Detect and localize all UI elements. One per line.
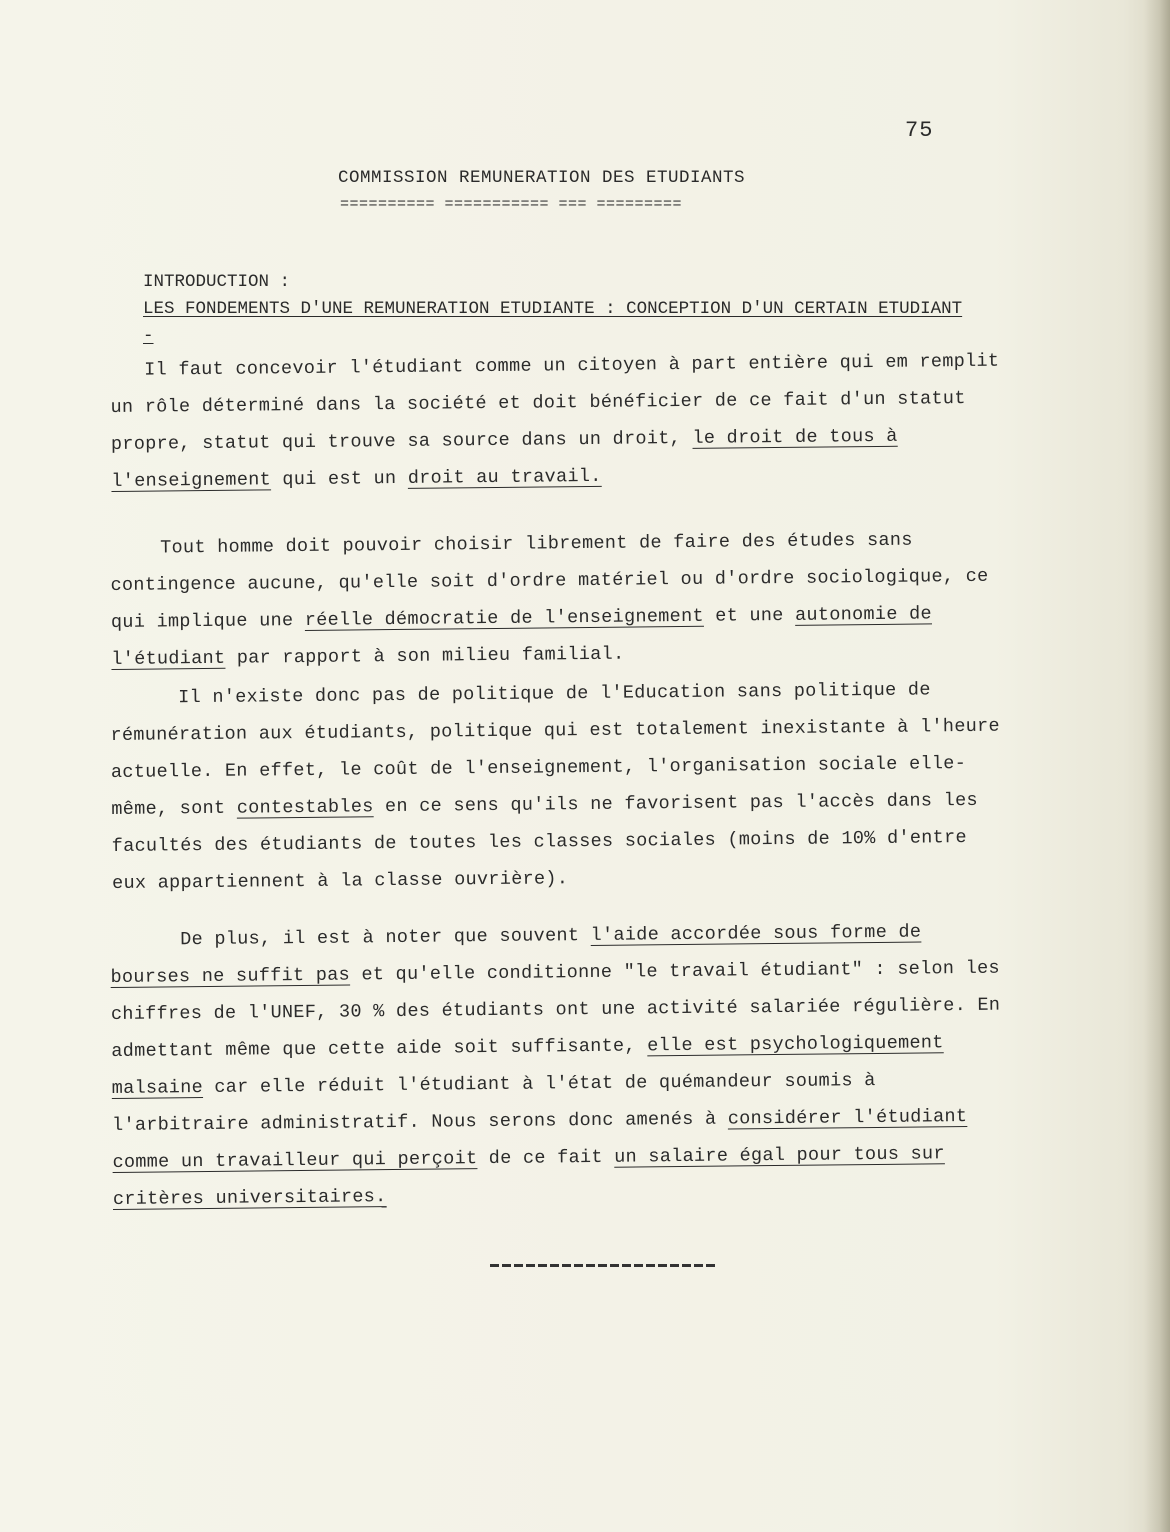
closing-rule <box>490 1264 718 1267</box>
paragraph-1-text-2: qui est un <box>270 467 408 491</box>
paragraph-4-text-3: car elle réduit l'étudiant à l'état de quémandeur soumis à l'arbitraire administratif. Nous serons donc amenés à <box>112 1069 876 1136</box>
paragraph-1 <box>110 343 1012 500</box>
section-label: INTRODUCTION : <box>143 272 291 292</box>
paragraph-1-text: Il faut concevoir l'étudiant comme un citoyen à part entière qui em remplit un rôle déterminé dans la société et doit bénéficier de ce fait d'un statut propre, statut qui trouve sa source dans un droit, <box>110 350 1000 455</box>
paragraph-2 <box>110 521 1012 678</box>
paragraph-4-underline-2: elle est psychologiquement malsaine <box>111 1032 944 1099</box>
paragraph-2-text-2: et une <box>703 604 796 627</box>
paragraph-4 <box>110 913 1013 1218</box>
paragraph-4-text-4: de ce fait <box>477 1146 615 1170</box>
paragraph-4-text: De plus, il est à noter que souvent <box>180 924 591 951</box>
section-subtitle: LES FONDEMENTS D'UNE REMUNERATION ETUDIANTE : CONCEPTION D'UN CERTAIN ETUDIANT - <box>143 299 963 346</box>
paragraph-4-underline-3: considérer l'étudiant comme un travailleur qui perçoit <box>112 1106 968 1173</box>
paragraph-2-underline-2: autonomie de l'étudiant <box>111 603 933 670</box>
paragraph-3-text-2: en ce sens qu'ils ne favorisent pas l'accès dans les facultés des étudiants de toutes les classes sociales (moins de 10% d'entre eux appartiennent à la classe ouvrière). <box>111 789 978 894</box>
paragraph-3-text: Il n'existe donc pas de politique de l'Education sans politique de rémunération aux étudiants, politique qui est totalement inexistante à l'heure actuelle. En effet, le coût de l'enseignement, l'organisation sociale elle-même, sont <box>110 679 1000 820</box>
title-underline-rule: ========== =========== === ========= <box>340 196 683 213</box>
page-edge-shadow <box>1144 0 1170 1532</box>
paragraph-3-underline-1: contestables <box>236 796 374 819</box>
document-title: COMMISSION REMUNERATION DES ETUDIANTS <box>338 168 746 188</box>
paragraph-4-underline-4: un salaire égal pour tous sur critères universitaires. <box>112 1143 945 1210</box>
paragraph-2-text: Tout homme doit pouvoir choisir librement de faire des études sans contingence aucune, qu'elle soit d'ordre matériel ou d'ordre sociologique, ce qui implique une <box>110 529 989 633</box>
paragraph-4-underline-1: l'aide accordée sous forme de bourses ne suffit pas <box>110 921 922 988</box>
paragraph-4-text-2: et qu'elle conditionne "le travail étudiant" : selon les chiffres de l'UNEF, 30 % des étudiants ont une activité salariée régulière. En admettant même que cette aide soit suffisante, <box>110 957 1001 1062</box>
paragraph-1-underline-1: le droit de tous à l'enseignement <box>111 425 898 492</box>
paragraph-1-underline-2: droit au travail. <box>407 465 602 489</box>
paragraph-2-underline-1: réelle démocratie de l'enseignement <box>304 605 704 631</box>
paragraph-3 <box>110 671 1012 902</box>
paragraph-2-text-3: par rapport à son milieu familial. <box>225 643 625 669</box>
page-number: 75 <box>905 118 934 143</box>
